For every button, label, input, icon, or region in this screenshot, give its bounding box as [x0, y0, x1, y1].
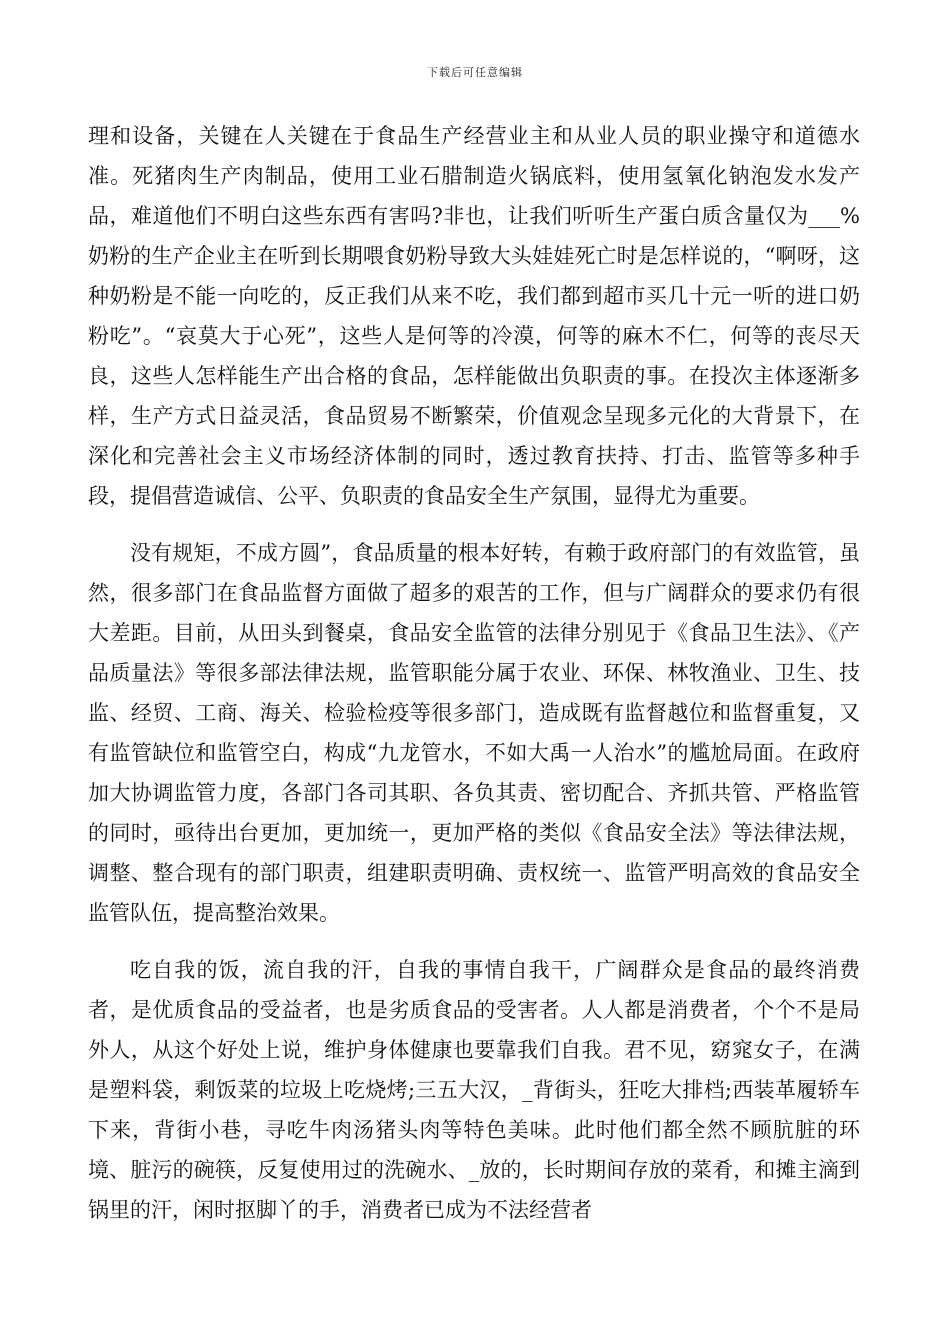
document-body: [88, 116, 860, 1230]
paragraph-3: 吃自我的饭，流自我的汗，自我的事情自我干，广阔群众是食品的最终消费者，是优质食品的受益者，也是劣质食品的受害者。人人都是消费者，个个不是局外人，从这个好处上说，维护身体健康也要靠我们自我。君不见，窈窕女子，在满是塑料袋，剩饭菜的垃圾上吃烧烤;三五大汉，_背街头，狂吃大排档;西装革履轿车下来，背街小巷，寻吃牛肉汤猪头肉等特色美味。此时他们都全然不顾肮脏的环境、脏污的碗筷，反复使用过的洗碗水、_放的，长时期间存放的菜肴，和摊主滴到锅里的汗，闲时抠脚丫的手，消费者已成为不法经营者: [88, 958, 860, 1222]
paragraph-2: 没有规矩，不成方圆”，食品质量的根本好转，有赖于政府部门的有效监管，虽然，很多部门在食品监督方面做了超多的艰苦的工作，但与广阔群众的要求仍有很大差距。目前，从田头到餐桌，食品安全监管的法律分别见于《食品卫生法》、《产品质量法》等很多部法律法规，监管职能分属于农业、环保、林牧渔业、卫生、技监、经贸、工商、海关、检验检疫等很多部门，造成既有监督越位和监督重复，又有监管缺位和监管空白，构成“九龙管水，不如大禹一人治水”的尴尬局面。在政府加大协调监管力度，各部门各司其职、各负其责、密切配合、齐抓共管、严格监管的同时，亟待出台更加，更加统一，更加严格的类似《食品安全法》等法律法规，调整、整合现有的部门职责，组建职责明确、责权统一、监管严明高效的食品安全监管队伍，提高整治效果。: [88, 541, 860, 925]
paragraph-1: 理和设备，关键在人关键在于食品生产经营业主和从业人员的职业操守和道德水准。死猪肉生产肉制品，使用工业石腊制造火锅底料，使用氢氧化钠泡发水发产品，难道他们不明白这些东西有害吗?非也，让我们听听生产蛋白质含量仅为___%奶粉的生产企业主在听到长期喂食奶粉导致大头娃娃死亡时是怎样说的，“啊呀，这种奶粉是不能一向吃的，反正我们从来不吃，我们都到超市买几十元一听的进口奶粉吃”。“哀莫大于心死”，这些人是何等的冷漠，何等的麻木不仁，何等的丧尽天良，这些人怎样能生产出合格的食品，怎样能做出负职责的事。在投次主体逐渐多样，生产方式日益灵活，食品贸易不断繁荣，价值观念呈现多元化的大背景下，在深化和完善社会主义市场经济体制的同时，透过教育扶持、打击、监管等多种手段，提倡营造诚信、公平、负职责的食品安全生产氛围，显得尤为重要。: [88, 124, 860, 508]
page-header: 下载后可任意编辑: [427, 66, 523, 79]
